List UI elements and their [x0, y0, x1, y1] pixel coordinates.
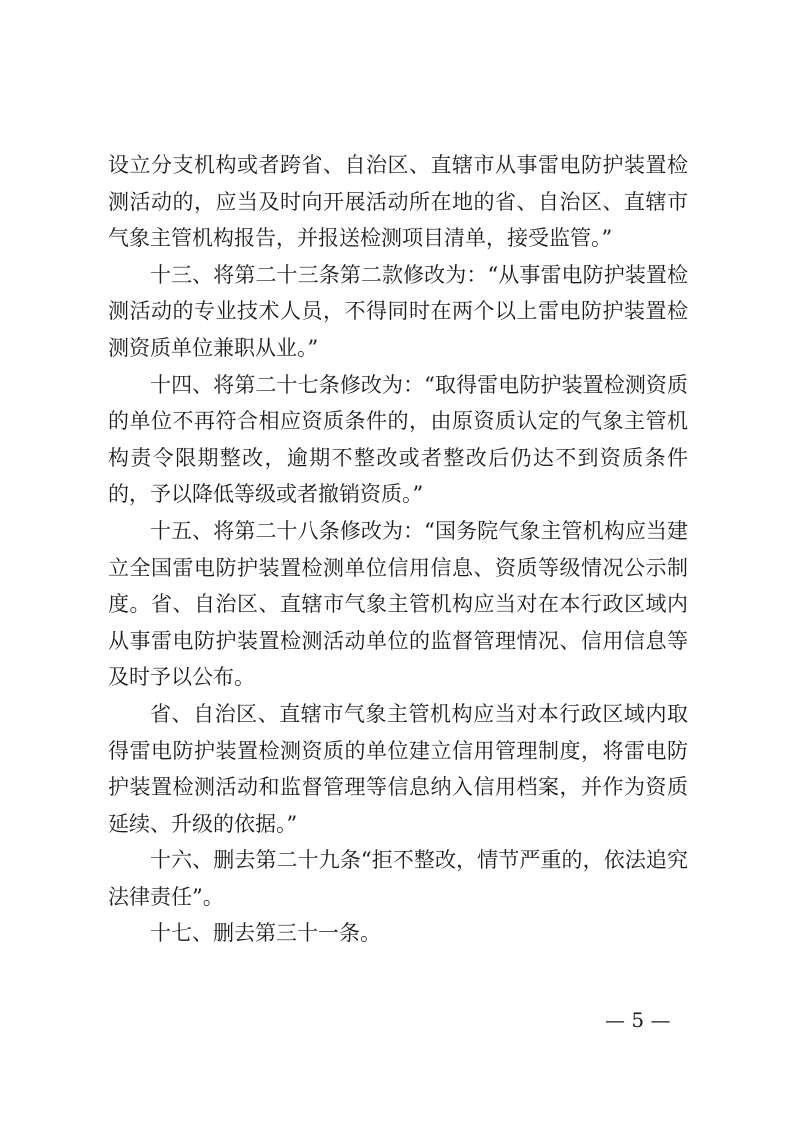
paragraph-item-15-second: 省、自治区、直辖市气象主管机构应当对本行政区域内取得雷电防护装置检测资质的单位建立信用管理制度，将雷电防护装置检测活动和监督管理等信息纳入信用档案，并作为资质延续、升级的依据。” — [108, 701, 688, 836]
paragraph-item-14: 十四、将第二十七条修改为：“取得雷电防护装置检测资质的单位不再符合相应资质条件的，由原资质认定的气象主管机构责令限期整改，逾期不整改或者整改后仍达不到资质条件的，予以降低等级或者撤销资质。” — [108, 372, 688, 507]
paragraph-item-17: 十七、删去第三十一条。 — [150, 921, 381, 946]
paragraph-item-16: 十六、删去第二十九条“拒不整改，情节严重的，依法追究法律责任”。 — [108, 848, 688, 909]
page-number: — 5 — — [605, 1008, 671, 1032]
paragraph-continuation: 设立分支机构或者跨省、自治区、直辖市从事雷电防护装置检测活动的，应当及时向开展活动所在地的省、自治区、直辖市气象主管机构报告，并报送检测项目清单，接受监管。” — [108, 153, 688, 251]
paragraph-item-13: 十三、将第二十三条第二款修改为：“从事雷电防护装置检测活动的专业技术人员，不得同时在两个以上雷电防护装置检测资质单位兼职从业。” — [108, 262, 688, 360]
body-text — [108, 147, 688, 952]
paragraph-item-15: 十五、将第二十八条修改为：“国务院气象主管机构应当建立全国雷电防护装置检测单位信用信息、资质等级情况公示制度。省、自治区、直辖市气象主管机构应当对在本行政区域内从事雷电防护装置检测活动单位的监督管理情况、信用信息等及时予以公布。 — [108, 518, 688, 690]
